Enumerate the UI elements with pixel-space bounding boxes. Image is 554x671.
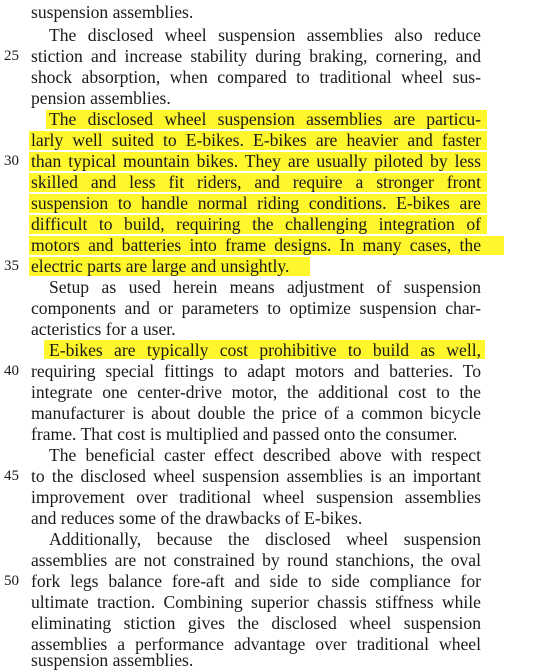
highlighted-line: E-bikes are typically cost prohibitive to build as well, bbox=[49, 340, 481, 360]
paragraph-line: to the disclosed wheel suspension assemblies is an important bbox=[31, 466, 481, 486]
paragraph-line: eliminating stiction gives the disclosed wheel suspension bbox=[31, 613, 481, 633]
paragraph-line: Additionally, because the disclosed wheel suspension bbox=[49, 529, 481, 549]
paragraph-line: integrate one center-drive motor, the additional cost to the bbox=[31, 382, 481, 402]
paragraph-line: stiction and increase stability during braking, cornering, and bbox=[31, 46, 481, 66]
line-number: 30 bbox=[4, 153, 19, 169]
paragraph-line: Setup as used herein means adjustment of suspension bbox=[49, 277, 481, 297]
highlighted-line: suspension to handle normal riding conditions. E-bikes are bbox=[31, 193, 481, 213]
line-number: 45 bbox=[4, 468, 19, 484]
paragraph-line: The disclosed wheel suspension assemblies also reduce bbox=[49, 25, 481, 45]
paragraph-line: acteristics for a user. bbox=[31, 319, 176, 339]
highlighted-line: electric parts are large and unsightly. bbox=[31, 256, 290, 276]
paragraph-line: and reduces some of the drawbacks of E-bikes. bbox=[31, 508, 363, 528]
paragraph-line: requiring special fittings to adapt motors and batteries. To bbox=[31, 361, 481, 381]
paragraph-line: shock absorption, when compared to traditional wheel sus- bbox=[31, 67, 481, 87]
paragraph-line: The beneficial caster effect described above with respect bbox=[49, 445, 481, 465]
highlighted-line: than typical mountain bikes. They are usually piloted by less bbox=[31, 151, 481, 171]
paragraph-line: pension assemblies. bbox=[31, 88, 171, 108]
paragraph-line: components and or parameters to optimize suspension char- bbox=[31, 298, 481, 318]
paragraph-line: manufacturer is about double the price of a common bicycle bbox=[31, 403, 481, 423]
paragraph-period: . bbox=[285, 256, 290, 276]
paragraph-line: fork legs balance fore-aft and side to side compliance for bbox=[31, 571, 481, 591]
line-number: 40 bbox=[4, 363, 19, 379]
highlighted-line: skilled and less fit riders, and require a stronger front bbox=[31, 172, 481, 192]
paragraph-line: suspension assemblies. bbox=[31, 2, 194, 22]
highlighted-line: motors and batteries into frame designs. In many cases, the bbox=[31, 235, 481, 255]
line-number: 35 bbox=[4, 258, 19, 274]
paragraph-line: suspension assemblies. bbox=[31, 650, 194, 670]
paragraph-line: ultimate traction. Combining superior chassis stiffness while bbox=[31, 592, 481, 612]
line-number: 50 bbox=[4, 573, 19, 589]
paragraph-line: frame. That cost is multiplied and passed onto the consumer. bbox=[31, 424, 458, 444]
highlighted-line: larly well suited to E-bikes. E-bikes are heavier and faster bbox=[31, 130, 481, 150]
paragraph-line: assemblies are not constrained by round stanchions, the oval bbox=[31, 550, 481, 570]
highlighted-line: difficult to build, requiring the challenging integration of bbox=[31, 214, 481, 234]
highlighted-line: The disclosed wheel suspension assemblies are particu- bbox=[49, 109, 481, 129]
paragraph-line: assemblies a performance advantage over traditional wheel bbox=[31, 634, 481, 654]
paragraph-line: improvement over traditional wheel suspension assemblies bbox=[31, 487, 481, 507]
line-number: 25 bbox=[4, 48, 19, 64]
